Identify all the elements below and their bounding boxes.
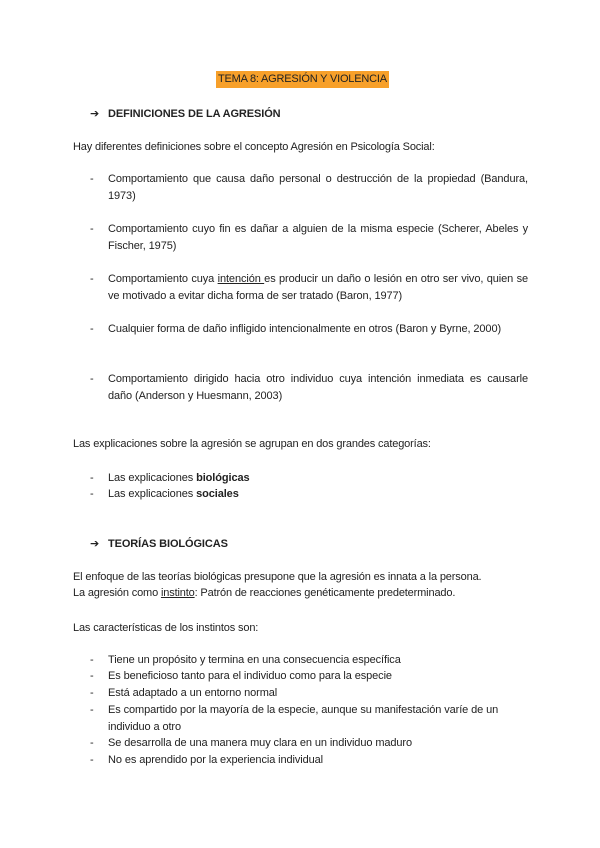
list-item: - Está adaptado a un entorno normal (90, 685, 528, 702)
bullet-dash: - (90, 223, 94, 235)
underlined-word: intención (217, 273, 265, 285)
section-heading-teorias (90, 537, 228, 551)
list-item (90, 271, 528, 304)
bullet-dash: - (90, 754, 94, 766)
bullet-dash: - (90, 488, 94, 500)
bullet-dash: - (90, 670, 94, 682)
list-item: - Es compartido por la mayoría de la especie, aunque su manifestación varíe de un individuo a otro (90, 704, 499, 733)
bullet-dash: - (90, 472, 94, 484)
list-item (90, 221, 528, 254)
list-item (90, 321, 528, 338)
list-item: - Tiene un propósito y termina en una consecuencia específica (90, 652, 528, 669)
definition-text: Comportamiento dirigido hacia otro individuo cuya intención inmediata es causarle daño (Anderson y Huesmann, 2003) (108, 373, 528, 402)
bold-term: sociales (196, 488, 239, 500)
list-item: - Las explicaciones biológicas (90, 470, 528, 487)
section-heading-label: TEORÍAS BIOLÓGICAS (108, 538, 228, 550)
explanations-intro: Las explicaciones sobre la agresión se agrupan en dos grandes categorías: (73, 438, 431, 450)
list-item (90, 371, 528, 404)
definition-text: Comportamiento cuya intención es producir un daño o lesión en otro ser vivo, quien se ve motivado a evitar dicha forma de ser tratado (Baron, 1977) (108, 273, 528, 302)
paragraph: La agresión como instinto: Patrón de reacciones genéticamente predeterminado. (73, 587, 456, 599)
list-item: - Se desarrolla de una manera muy clara en un individuo maduro (90, 735, 528, 752)
bullet-dash: - (90, 654, 94, 666)
definition-text: Comportamiento que causa daño personal o destrucción de la propiedad (Bandura, 1973) (108, 173, 528, 202)
definition-text: Comportamiento cuyo fin es dañar a alguien de la misma especie (Scherer, Abeles y Fischer, 1975) (108, 223, 528, 252)
underlined-word: instinto (160, 587, 195, 599)
section-heading-label: DEFINICIONES DE LA AGRESIÓN (108, 108, 281, 120)
list-item: - Es beneficioso tanto para el individuo como para la especie (90, 668, 528, 685)
bullet-dash: - (90, 323, 94, 335)
bold-term: biológicas (196, 472, 250, 484)
bullet-dash: - (90, 704, 94, 716)
list-item (90, 171, 528, 204)
bullet-dash: - (90, 173, 94, 185)
bullet-dash: - (90, 373, 94, 385)
arrow-icon: ➔ (90, 538, 100, 550)
definition-text: Cualquier forma de daño infligido intencionalmente en otros (Baron y Byrne, 2000) (108, 323, 502, 335)
list-item: - No es aprendido por la experiencia individual (90, 752, 528, 769)
characteristics-intro: Las características de los instintos son: (73, 622, 259, 634)
definitions-intro: Hay diferentes definiciones sobre el concepto Agresión en Psicología Social: (73, 141, 435, 153)
bullet-dash: - (90, 737, 94, 749)
arrow-icon: ➔ (90, 108, 100, 120)
paragraph: El enfoque de las teorías biológicas presupone que la agresión es innata a la persona. (73, 571, 482, 583)
bullet-dash: - (90, 687, 94, 699)
page-title: TEMA 8: AGRESIÓN Y VIOLENCIA (216, 71, 389, 88)
bullet-dash: - (90, 273, 94, 285)
list-item: - Las explicaciones sociales (90, 486, 528, 503)
section-heading-definiciones (90, 107, 281, 121)
